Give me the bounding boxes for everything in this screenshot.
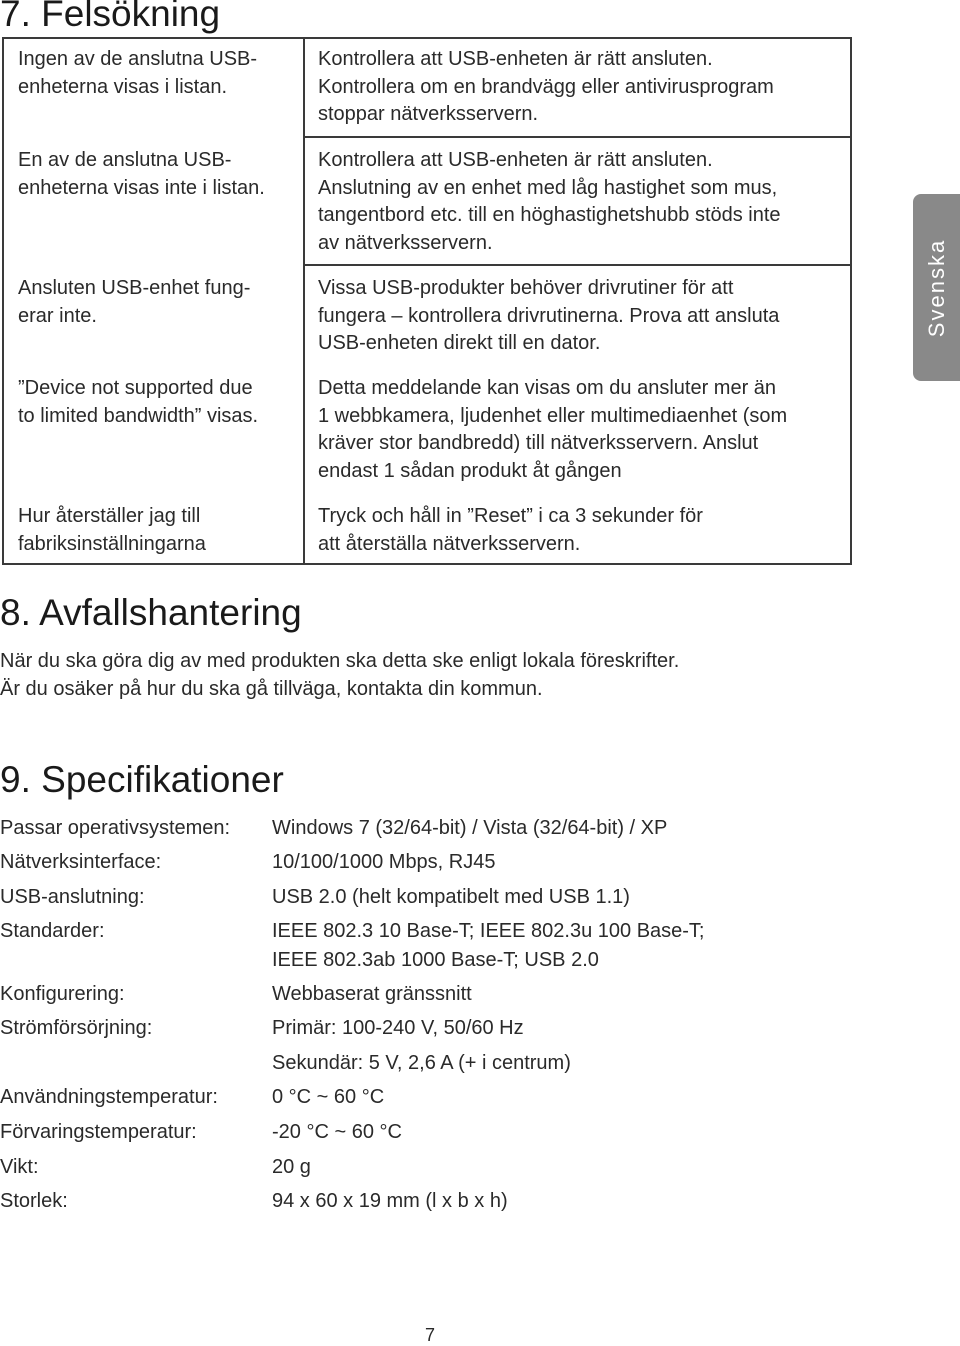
waste-heading: 8. Avfallshantering [0, 592, 302, 633]
spec-label: USB-anslutning: [0, 886, 145, 908]
spec-label: Användningstemperatur: [0, 1086, 218, 1108]
solution-cell: Vissa USB-produkter behöver drivrutiner för att fungera – kontrollera drivrutinerna. Prova att ansluta USB-enheten direkt till en dator. [318, 277, 780, 354]
language-side-tab [913, 194, 960, 381]
problem-cell: Hur återställer jag till fabriksinställningarna [18, 505, 206, 555]
problem-cell: En av de anslutna USB- enheterna visas inte i listan. [18, 149, 265, 199]
spec-label: Konfigurering: [0, 983, 125, 1005]
spec-label: Nätverksinterface: [0, 851, 162, 873]
problem-cell: Ansluten USB-enhet fung- erar inte. [18, 277, 251, 327]
spec-value: Primär: 100-240 V, 50/60 Hz [272, 1017, 524, 1039]
problem-cell: ”Device not supported due to limited bandwidth” visas. [18, 377, 259, 427]
spec-label: Vikt: [0, 1156, 39, 1178]
row-divider [303, 136, 852, 138]
spec-value: 10/100/1000 Mbps, RJ45 [272, 851, 496, 873]
spec-value: 0 °C ~ 60 °C [272, 1086, 385, 1108]
table-right-border [850, 39, 852, 563]
spec-value: -20 °C ~ 60 °C [272, 1121, 402, 1143]
spec-value: Sekundär: 5 V, 2,6 A (+ i centrum) [272, 1052, 571, 1074]
row-divider [303, 264, 852, 266]
spec-label: Förvaringstemperatur: [0, 1121, 197, 1143]
spec-label: Standarder: [0, 920, 105, 942]
troubleshooting-heading: 7. Felsökning [0, 0, 221, 34]
spec-value: Windows 7 (32/64-bit) / Vista (32/64-bit) / XP [272, 817, 668, 839]
problem-cell: Ingen av de anslutna USB- enheterna visas i listan. [18, 48, 258, 98]
troubleshooting-table [2, 37, 852, 565]
solution-cell: Kontrollera att USB-enheten är rätt ansluten. Kontrollera om en brandvägg eller antivirusprogram stoppar nätverksservern. [318, 48, 774, 125]
spec-label: Passar operativsystemen: [0, 817, 231, 839]
page-number: 7 [424, 1325, 435, 1345]
spec-value: 94 x 60 x 19 mm (l x b x h) [272, 1190, 508, 1212]
spec-label: Strömförsörjning: [0, 1017, 153, 1039]
solution-cell: Kontrollera att USB-enheten är rätt ansluten. Anslutning av en enhet med låg hastighet som mus, tangentbord etc. till en höghastighetshubb stöds inte av nätverksservern. [318, 149, 781, 254]
spec-label: Storlek: [0, 1190, 68, 1212]
spec-value: Webbaserat gränssnitt [272, 983, 472, 1005]
spec-value: 20 g [272, 1156, 311, 1178]
spec-value: USB 2.0 (helt kompatibelt med USB 1.1) [272, 886, 630, 908]
solution-cell: Detta meddelande kan visas om du ansluter mer än 1 webbkamera, ljudenhet eller multimediaenhet (som kräver stor bandbredd) till nätverksservern. Anslut endast 1 sådan produkt åt gången [318, 377, 788, 482]
language-tab-label: Svenska [923, 238, 949, 337]
waste-text: När du ska göra dig av med produkten ska detta ske enligt lokala föreskrifter. Är du osäker på hur du ska gå tillväga, kontakta din kommun. [0, 650, 680, 700]
column-divider [303, 39, 305, 563]
spec-value: IEEE 802.3 10 Base-T; IEEE 802.3u 100 Base-T; IEEE 802.3ab 1000 Base-T; USB 2.0 [272, 920, 705, 971]
solution-cell: Tryck och håll in ”Reset” i ca 3 sekunder för att återställa nätverksservern. [318, 505, 703, 555]
specifications-heading: 9. Specifikationer [0, 759, 284, 800]
